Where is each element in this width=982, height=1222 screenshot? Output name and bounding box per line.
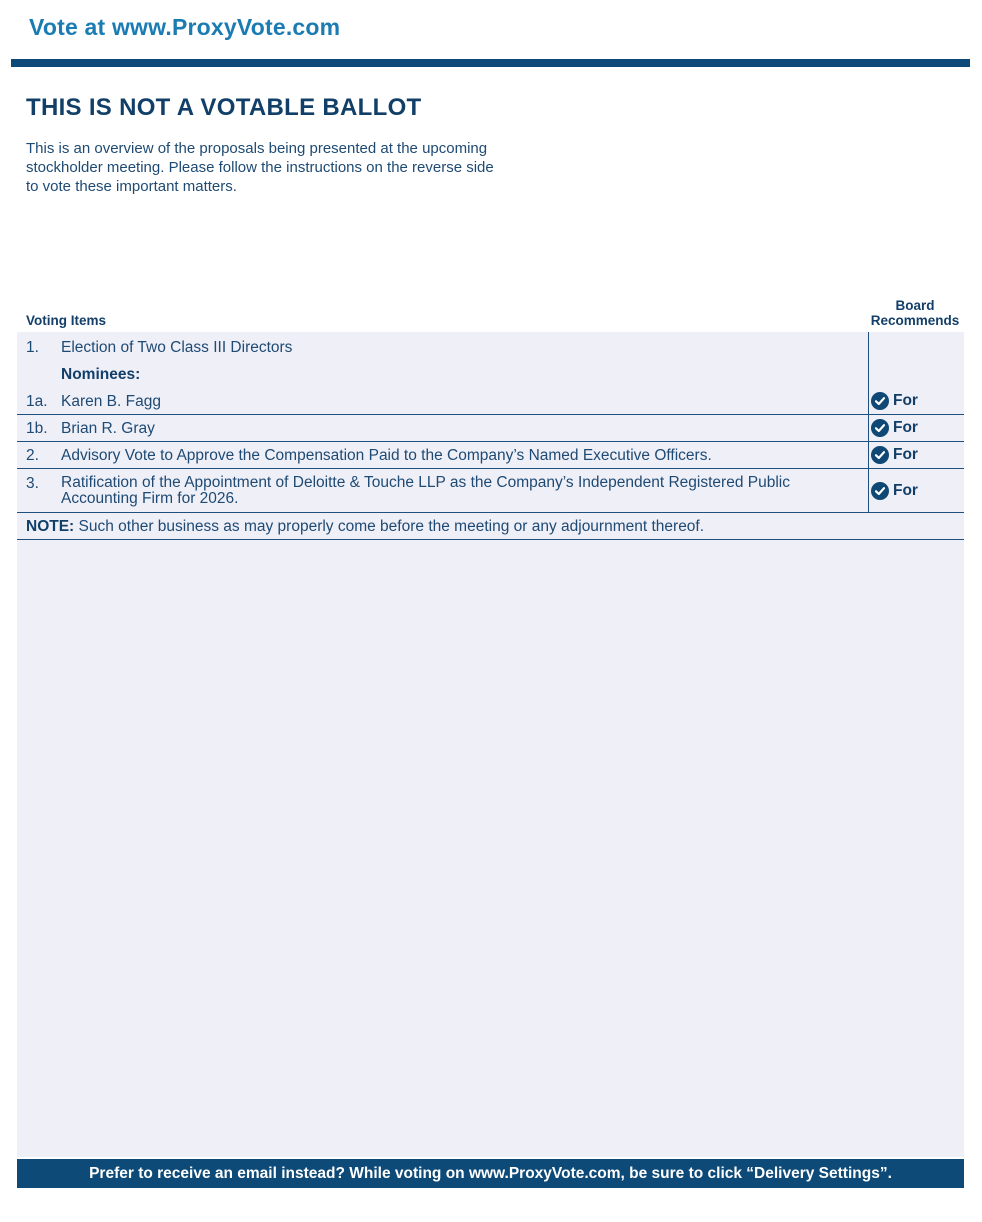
page-title: THIS IS NOT A VOTABLE BALLOT [26,94,422,121]
board-recommendation [871,419,918,437]
recommendation-label: For [893,482,918,499]
note-label: NOTE: [26,518,75,535]
nominee-name: Karen B. Fagg [61,393,161,410]
item-text: Election of Two Class III Directors [61,339,293,356]
item-number: 2. [26,447,39,464]
board-recommendation [871,446,918,464]
voting-items-heading: Voting Items [26,313,107,328]
nominee-name: Brian R. Gray [61,420,155,437]
footer-text: Prefer to receive an email instead? While voting on www.ProxyVote.com, be sure to click “Delivery Settings”. [89,1164,892,1182]
check-circle-icon [871,482,889,500]
footer-banner [17,1159,964,1188]
board-recommends-heading: Board Recommends [870,298,960,328]
recommendation-label: For [893,392,918,409]
header-rule [11,59,970,67]
row-divider [17,539,964,540]
item-number: 1a. [26,393,48,410]
board-recommendation [871,482,918,500]
note-text: Such other business as may properly come before the meeting or any adjournment thereof. [78,518,705,535]
row-divider [17,441,964,442]
item-text: Ratification of the Appointment of Deloitte & Touche LLP as the Company’s Independent Registered Public Accounting Firm for 2026. [61,474,790,507]
proxyvote-link[interactable]: Vote at www.ProxyVote.com [29,14,341,40]
note [26,518,704,536]
row-divider [17,468,964,469]
check-circle-icon [871,446,889,464]
nominees-subheading: Nominees: [61,366,141,383]
recommendation-label: For [893,446,918,463]
item-number: 3. [26,475,39,492]
recommendation-label: For [893,419,918,436]
intro-text: This is an overview of the proposals being presented at the upcoming stockholder meeting. Please follow the instructions on the reverse side to vote these important matters. [26,140,494,195]
item-number: 1b. [26,420,48,437]
check-circle-icon [871,419,889,437]
board-recommendation [871,392,918,410]
item-number: 1. [26,339,39,356]
column-divider [868,332,869,513]
check-circle-icon [871,392,889,410]
item-text: Advisory Vote to Approve the Compensation Paid to the Company’s Named Executive Officers. [61,447,712,464]
row-divider [17,512,964,513]
row-divider [17,414,964,415]
